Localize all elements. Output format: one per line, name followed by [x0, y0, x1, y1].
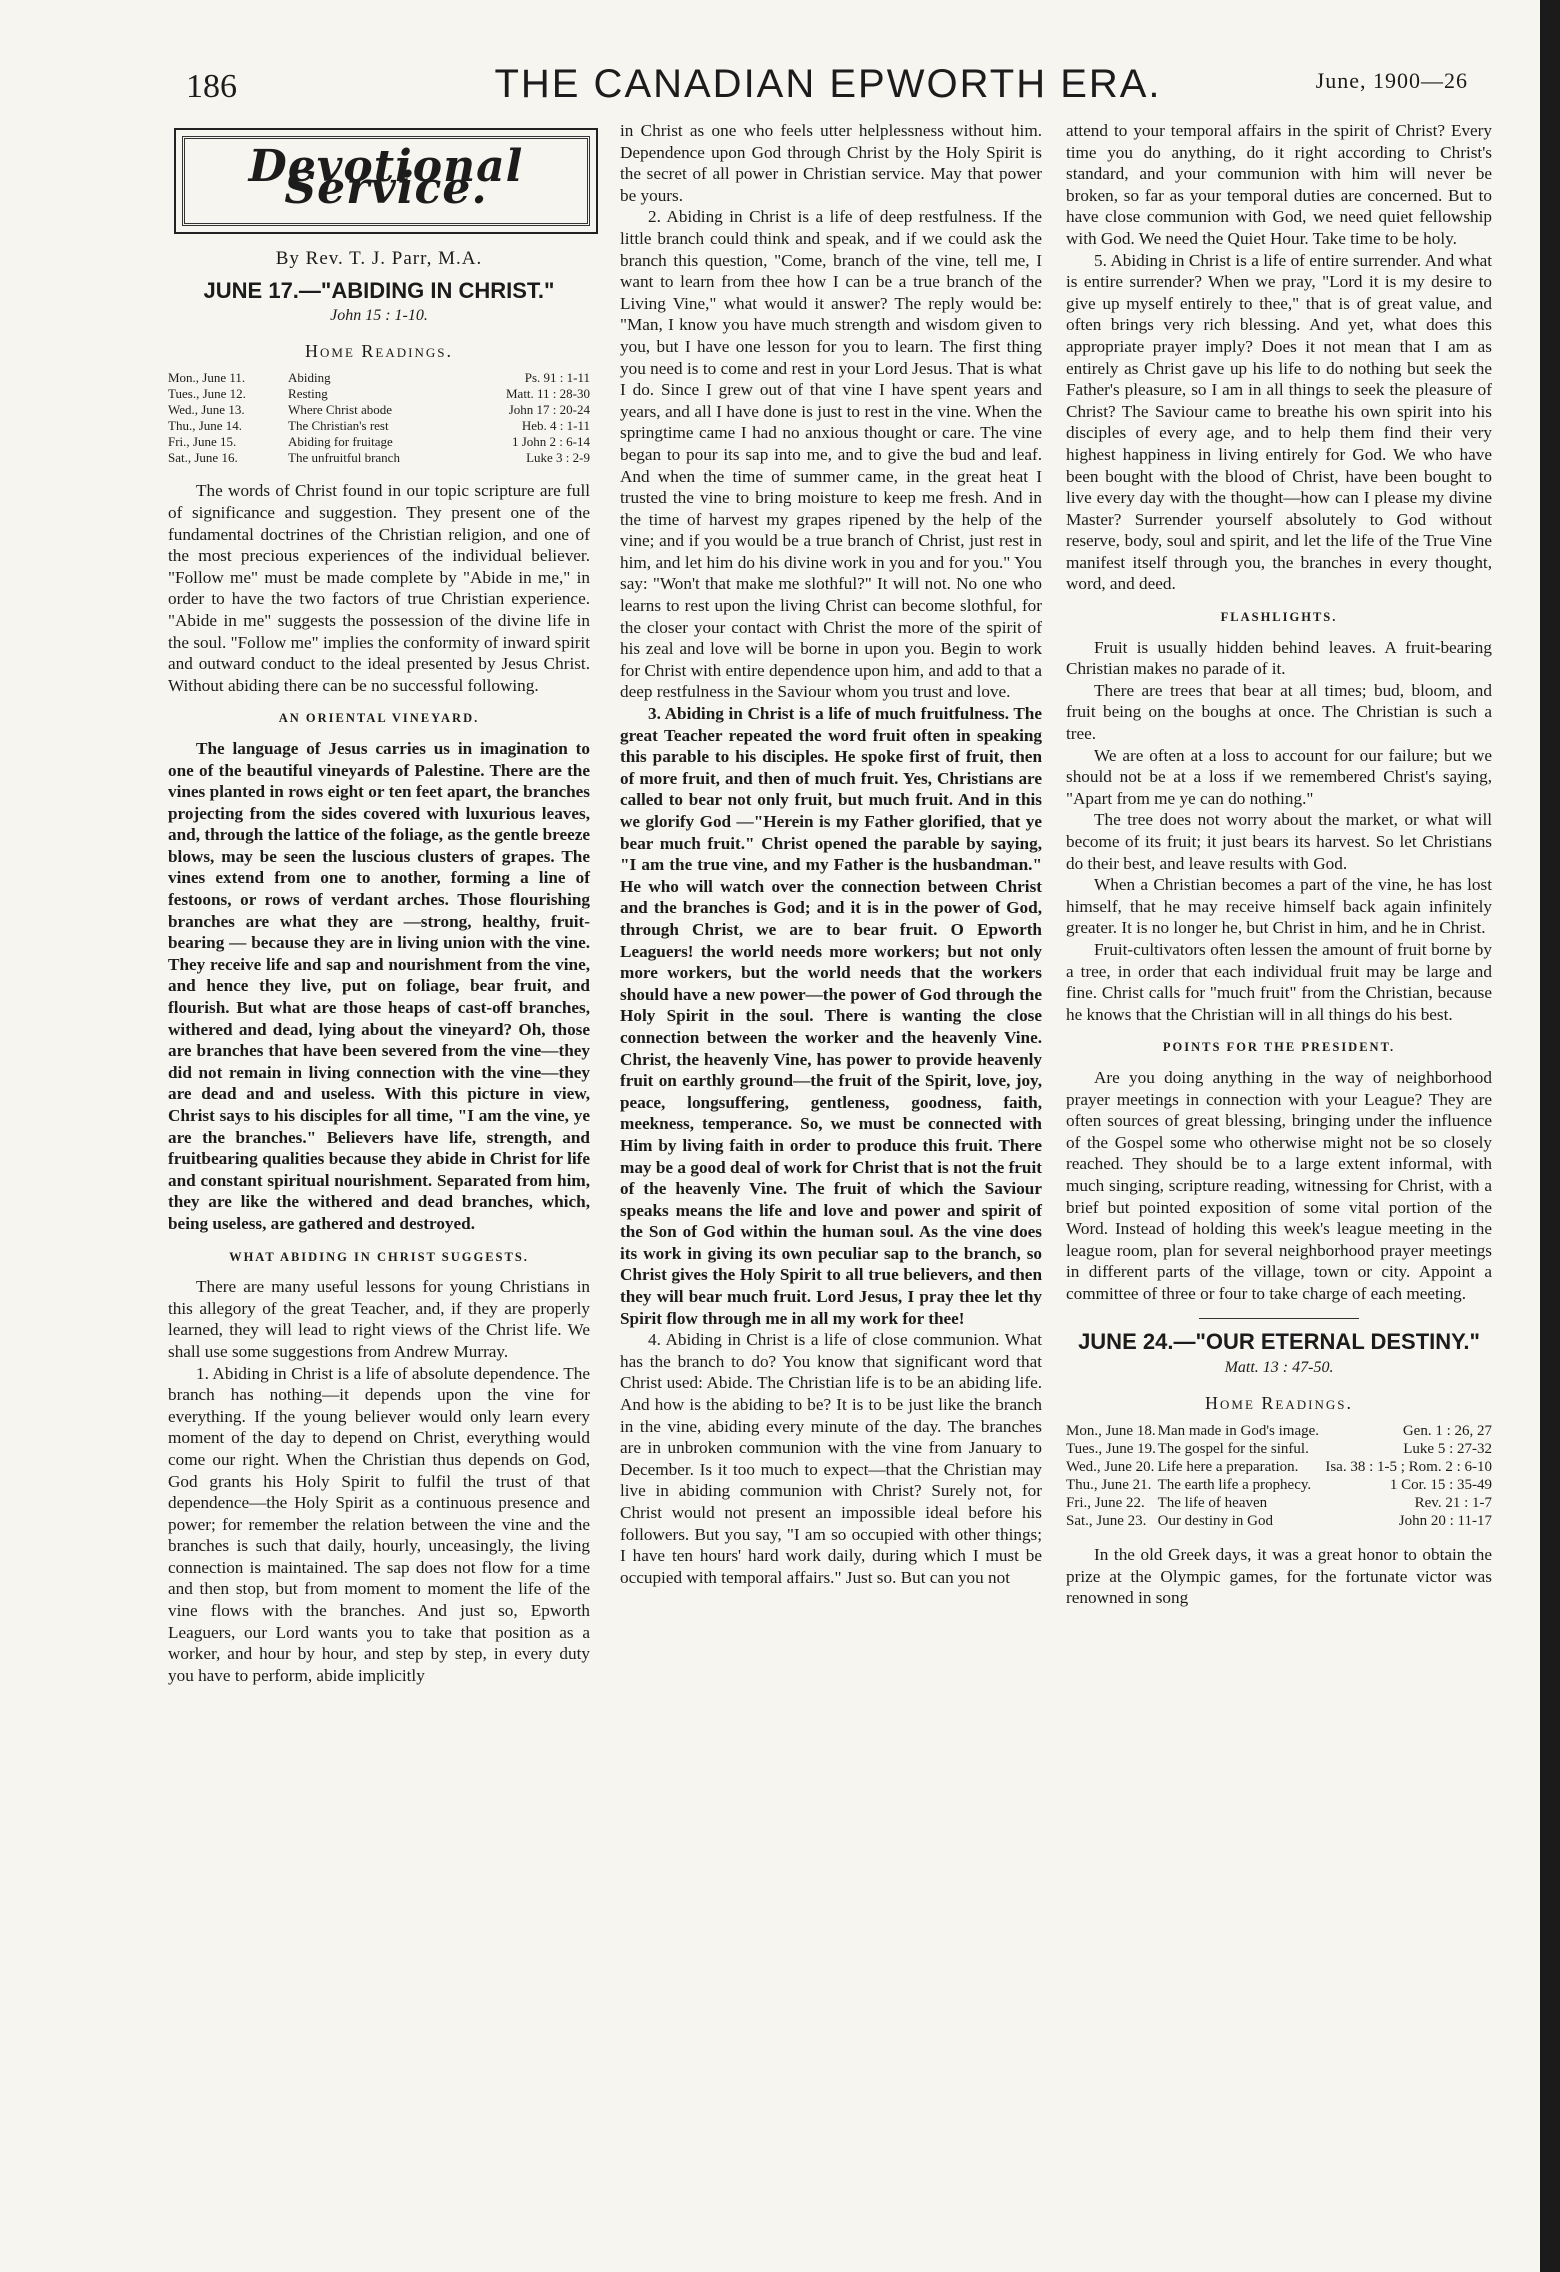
reading-day: Fri., June 15. — [168, 434, 237, 450]
section-title-box — [174, 128, 598, 234]
divider — [1199, 1318, 1359, 1319]
reading-topic: Resting — [288, 386, 328, 402]
page-header — [168, 62, 1488, 122]
home-readings-table — [1066, 1422, 1492, 1530]
paragraph: 3. Abiding in Christ is a life of much fruitfulness. The great Teacher repeated the word fruit often in speaking this parable to his disciples. He spoke first of fruit, then of more fruit, and then of much fruit. Yes, Christians are called to bear not only fruit, but much fruit. And in this we glorify God —"Herein is my Father glorified, that ye bear much fruit." Christ opened the parable by saying, "I am the true vine, and my Father is the husbandman." He who will watch over the connection between Christ and the branches is God; and it is in the power of God, through Christ, we are to bear fruit. O Epworth Leaguers! the world needs more workers; but not only more workers, but the world needs that the workers should have a new power—the power of God through the Holy Spirit in the soul. There is wanting the close connection between the worker and the heavenly Vine. Christ, the heavenly Vine, has power to provide heavenly fruit on earthly ground—the fruit of the Spirit, love, joy, peace, longsuffering, gentleness, goodness, faith, meekness, temperance. So, we must be connected with Him by living faith in order to produce this fruit. There may be a good deal of work for Christ that is not the fruit of the heavenly Vine. The fruit of which the Saviour speaks means the life and love and power and spirit of the Son of God within the human soul. As the vine does its work in giving its own peculiar sap to the branch, so Christ gives the Holy Spirit to all true believers, and then they will bear much fruit. Lord Jesus, I pray thee let thy Spirit flow through me in all my work for thee! — [620, 704, 1042, 1328]
lesson-title: JUNE 24.—"OUR ETERNAL DESTINY." — [1078, 1329, 1480, 1355]
column-1 — [168, 120, 590, 1686]
reading-day: Wed., June 13. — [168, 402, 245, 418]
reading-day: Sat., June 23. — [1066, 1513, 1147, 1530]
flashlight-item: Fruit-cultivators often lessen the amount of fruit borne by a tree, in order that each individual fruit may be large and fine. Christ calls for "much fruit" from the Christian, because he knows that the Christian will in all things do his best. — [1066, 939, 1492, 1024]
reading-row — [168, 402, 590, 418]
flashlight-item: Fruit is usually hidden behind leaves. A fruit-bearing Christian makes no parade of it. — [1066, 637, 1492, 679]
subheading: AN ORIENTAL VINEYARD. — [278, 711, 480, 726]
reading-ref: Ps. 91 : 1-11 — [524, 370, 590, 386]
home-readings-table — [168, 370, 590, 466]
reading-day: Mon., June 11. — [168, 370, 246, 386]
reading-day: Wed., June 20. — [1066, 1459, 1155, 1476]
home-readings-heading: Home Readings. — [1205, 1392, 1353, 1413]
paragraph: 1. Abiding in Christ is a life of absolute dependence. The branch has nothing—it depends upon the vine for everything. If the young believer would only learn every moment of the day to depend on Christ, everything would come our right. When the Christian thus depends on God, God grants his Holy Spirit to fulfil the trust of that dependence—the Holy Spirit as a continuous presence and power; for remember the relation between the vine and the branches is such that daily, hourly, unceasingly, the living connection is maintained. The sap does not flow for a time and then stop, but from moment to moment the life of the vine flows with the branches. And just so, Epworth Leaguers, our Lord wants you to take that position as a worker, and hour by hour, and step by step, in every duty you have to perform, abide implicitly — [168, 1363, 590, 1685]
subheading: FLASHLIGHTS. — [1220, 610, 1338, 625]
column-2 — [620, 120, 1042, 1588]
reading-ref: Luke 3 : 2-9 — [526, 450, 590, 466]
paragraph: 2. Abiding in Christ is a life of deep restfulness. If the little branch could think and speak, and if we could ask the branch this question, "Come, branch of the vine, tell me, I want to learn from thee how I can be a true branch of the Living Vine," what would it answer? The reply would be: "Man, I know you have much strength and wisdom given to you, but I have one lesson for you to learn. The first thing you need is to come and rest in your Lord Jesus. That is what I do. Since I grew out of that vine I have spent years and years, and all I have done is just to rest in the vine. When the springtime came I had no anxious thought or care. The vine began to pour its sap into me, and to give the bud and leaf. And when the time of summer came, in the great heat I trusted the vine to bring moisture to keep me fresh. And in the time of harvest my grapes ripened by the help of the vine; and if you would be a true branch of Christ, just rest in him, and let him do his divine work in you and for you." You say: "Won't that make me slothful?" It will not. No one who learns to rest upon the living Christ can become slothful, for the closer your contact with Christ the more of the spirit of his zeal and love will be borne in upon you. Begin to work for Christ with entire dependence upon him, and add to that a deep restfulness in the Saviour whom you trust and love. — [620, 207, 1042, 702]
paragraph: In the old Greek days, it was a great honor to obtain the prize at the Olympic games, for the fortunate victor was renowned in song — [1066, 1545, 1492, 1608]
lesson-reference: Matt. 13 : 47-50. — [1224, 1359, 1334, 1377]
adjacent-page-edge — [1540, 0, 1560, 2272]
flashlight-item: The tree does not worry about the market, or what will become of its fruit; it just bears its harvest. So let Christians do their best, and leave results with God. — [1066, 810, 1492, 873]
reading-row — [1066, 1458, 1492, 1476]
reading-topic: The unfruitful branch — [288, 450, 400, 466]
reading-ref: Rev. 21 : 1-7 — [1414, 1495, 1492, 1512]
paragraph: There are many useful lessons for young Christians in this allegory of the great Teacher, and, if they are properly learned, they will lead to right views of the Christ life. We shall use some suggestions from Andrew Murray. — [168, 1277, 590, 1361]
reading-topic: Our destiny in God — [1157, 1513, 1274, 1530]
reading-day: Thu., June 14. — [168, 418, 243, 434]
paragraph: 4. Abiding in Christ is a life of close communion. What has the branch to do? You know that significant word that Christ used: Abide. The Christian life is to be an abiding life. And how is the abiding to be? It is to be just like the branch in the vine, abiding every minute of the day. The branches are in unbroken communion with the vine from January to December. Is it too much to expect—that the Christian may live in abiding communion with Christ? Surely not, for Christ would not present an impossible ideal before his followers. But you say, "I am so occupied with other things; I have ten hours' hard work daily, during which I must be occupied with temporal affairs." Just so. But can you not — [620, 1330, 1042, 1587]
page-number: 186 — [186, 68, 237, 105]
reading-day: Sat., June 16. — [168, 450, 238, 466]
column-3 — [1066, 120, 1492, 1609]
reading-ref: Matt. 11 : 28-30 — [505, 386, 590, 402]
section-title: Devotional Service. — [248, 141, 524, 214]
byline: By Rev. T. J. Parr, M.A. — [275, 248, 483, 269]
reading-ref: John 17 : 20-24 — [508, 402, 590, 418]
reading-row — [1066, 1476, 1492, 1494]
reading-day: Thu., June 21. — [1066, 1477, 1152, 1494]
reading-topic: Life here a preparation. — [1157, 1459, 1299, 1476]
subheading: WHAT ABIDING IN CHRIST SUGGESTS. — [229, 1249, 529, 1264]
reading-row — [1066, 1494, 1492, 1512]
reading-topic: Man made in God's image. — [1157, 1423, 1320, 1440]
reading-ref: John 20 : 11-17 — [1398, 1513, 1492, 1530]
subheading: POINTS FOR THE PRESIDENT. — [1162, 1040, 1396, 1055]
reading-row — [168, 450, 590, 466]
reading-row — [1066, 1440, 1492, 1458]
paragraph: The words of Christ found in our topic scripture are full of significance and suggestion. They present one of the fundamental doctrines of the Christian religion, and one of the most precious experiences of the individual believer. "Follow me" must be made complete by "Abide in me," in order to have the two factors of true Christian experience. "Abide in me" suggests the possession of the divine life in the soul. "Follow me" implies the conformity of inward spirit and outward conduct to the ideal presented by Jesus Christ. Without abiding there can be no successful following. — [168, 481, 590, 695]
reading-topic: The gospel for the sinful. — [1157, 1441, 1309, 1458]
reading-row — [168, 386, 590, 402]
reading-topic: Abiding for fruitage — [288, 434, 393, 450]
paragraph: The language of Jesus carries us in imagination to one of the beautiful vineyards of Palestine. There are the vines planted in rows eight or ten feet apart, the branches projecting from the sides covered with luxurious leaves, and, through the lattice of the foliage, as the gentle breeze blows, may be seen the luscious clusters of grapes. The vines extend from one to another, forming a line of festoons, or rows of verdant arches. Those flourishing branches are what they are —strong, healthy, fruit-bearing — because they are in living union with the vine. They receive life and sap and nourishment from the vine, and hence they live, put on foliage, bear fruit, and flourish. But what are those heaps of cast-off branches, withered and dead, lying about the vineyard? Oh, those are branches that have been severed from the vine—they did not remain in living connection with the vine—they are dead and and useless. With this picture in view, Christ says to his disciples for all time, "I am the vine, ye are the branches." Believers have life, strength, and fruitbearing qualities because they abide in Christ for life and constant spiritual nourishment. Separated from him, they are like the withered and dead branches, which, being useless, are gathered and destroyed. — [168, 738, 590, 1233]
reading-ref: Isa. 38 : 1-5 ; Rom. 2 : 6-10 — [1325, 1459, 1492, 1476]
reading-row — [168, 434, 590, 450]
reading-ref: Gen. 1 : 26, 27 — [1402, 1423, 1492, 1440]
home-readings-heading: Home Readings. — [305, 340, 453, 361]
reading-topic: Where Christ abode — [288, 402, 393, 418]
reading-row — [168, 370, 590, 386]
reading-topic: The earth life a prophecy. — [1157, 1477, 1312, 1494]
lesson-title: JUNE 17.—"ABIDING IN CHRIST." — [203, 277, 555, 303]
reading-day: Mon., June 18. — [1066, 1423, 1156, 1440]
reading-ref: Luke 5 : 27-32 — [1403, 1441, 1492, 1458]
reading-ref: 1 John 2 : 6-14 — [512, 434, 590, 450]
lesson-reference: John 15 : 1-10. — [330, 307, 428, 325]
flashlight-item: We are often at a loss to account for our failure; but we should not be at a loss if we remembered Christ's saying, "Apart from me ye can do nothing." — [1066, 745, 1492, 808]
issue-date: June, 1900—26 — [1315, 68, 1468, 93]
reading-topic: Abiding — [288, 370, 331, 386]
flashlight-item: When a Christian becomes a part of the vine, he has lost himself, that he may receive himself back again infinitely greater. It is no longer he, but Christ in him, and he in Christ. — [1066, 875, 1492, 938]
reading-row — [1066, 1422, 1492, 1440]
reading-day: Fri., June 22. — [1066, 1495, 1145, 1512]
paragraph: in Christ as one who feels utter helplessness without him. Dependence upon God through Christ by the Holy Spirit is the secret of all power in Christian service. May that power be yours. — [620, 121, 1042, 205]
reading-topic: The Christian's rest — [288, 418, 389, 434]
paragraph: 5. Abiding in Christ is a life of entire surrender. And what is entire surrender? When we pray, "Lord it is my desire to give up myself entirely to thee," that is of great value, and often brings very rich blessing. And yet, what does this appropriate prayer imply? Does it not mean that I am as entirely as Christ gave up his life to do nothing but seek the Father's pleasure, so I am in all things to seek the pleasure of Christ? The Saviour came to breathe his own spirit into his disciples of every age, and to help them find their very highest happiness in living entirely for God. We who have been bought with the blood of Christ, have been bought to live every day with the thought—how can I please my divine Master? Surrender yourself absolutely to God without reserve, body, soul and spirit, and let the life of the True Vine manifest itself through you, the branches in every thought, word, and deed. — [1066, 250, 1492, 594]
reading-row — [1066, 1512, 1492, 1530]
publication-title: THE CANADIAN EPWORTH ERA. — [494, 62, 1162, 106]
reading-day: Tues., June 19. — [1066, 1441, 1156, 1458]
reading-ref: 1 Cor. 15 : 35-49 — [1389, 1477, 1492, 1494]
paragraph: Are you doing anything in the way of neighborhood prayer meetings in connection with your League? They are often sources of great blessing, bringing under the influence of the Gospel some who otherwise might not be so closely reached. They should be to a large extent informal, with much singing, scripture reading, witnessing for Christ, with a brief but pointed exposition of some vital portion of the Word. Instead of holding this week's league meeting in the league room, plan for several neighborhood prayer meetings in different parts of the village, town or city. Appoint a committee of three or four to take charge of each meeting. — [1066, 1067, 1492, 1303]
flashlight-item: There are trees that bear at all times; bud, bloom, and fruit being on the boughs at once. The Christian is such a tree. — [1066, 680, 1492, 744]
reading-topic: The life of heaven — [1157, 1495, 1268, 1512]
reading-row — [168, 418, 590, 434]
reading-day: Tues., June 12. — [168, 386, 246, 402]
paragraph: attend to your temporal affairs in the spirit of Christ? Every time you do anything, do it right according to Christ's standard, and your communion with him will never be broken, so far as your temporal duties are concerned. But to have close communion with God, we need quiet fellowship with God. We need the Quiet Hour. Take time to be holy. — [1066, 121, 1492, 248]
reading-ref: Heb. 4 : 1-11 — [521, 418, 590, 434]
